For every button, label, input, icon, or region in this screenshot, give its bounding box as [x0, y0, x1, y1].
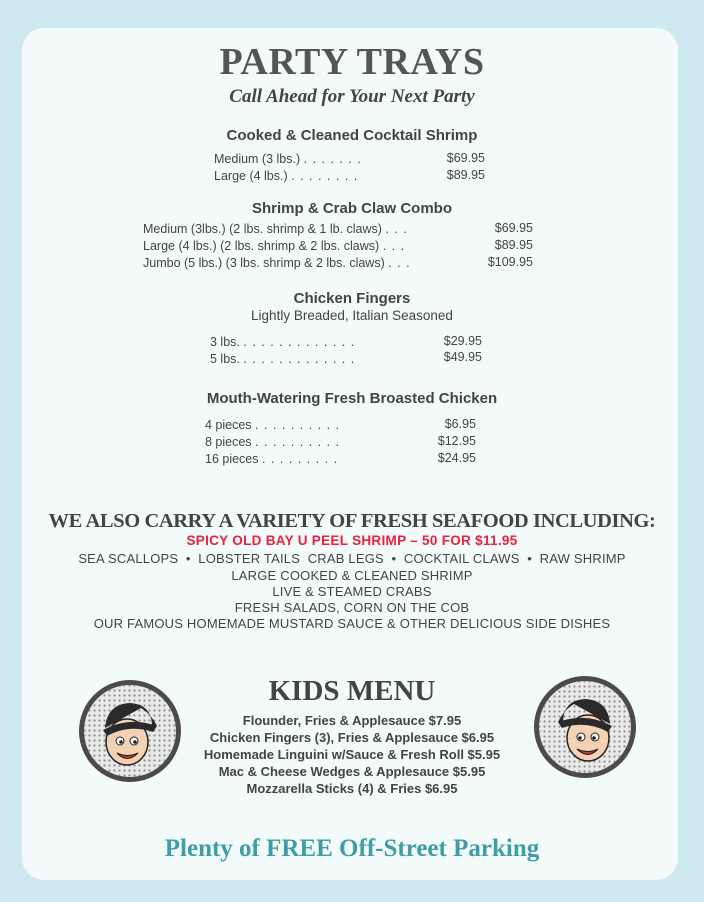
item-label: 8 pieces [205, 435, 252, 449]
item-label: Medium (3 lbs.) [214, 152, 301, 166]
item-label: Medium (3lbs.) (2 lbs. shrimp & 1 lb. claws) [143, 222, 382, 236]
section-heading-cocktail-shrimp: Cooked & Cleaned Cocktail Shrimp [226, 127, 478, 144]
item-price: $29.95 [443, 334, 482, 348]
seafood-heading: WE ALSO CARRY A VARIETY OF FRESH SEAFOOD INCLUDING: [48, 510, 656, 532]
menu-item-row [143, 256, 411, 270]
item-price: $49.95 [443, 350, 482, 364]
item-price: $89.95 [494, 238, 533, 252]
leader-dots: . . . . . . . [303, 152, 362, 166]
kids-item: Mozzarella Sticks (4) & Fries $6.95 [246, 781, 458, 796]
seafood-line: FRESH SALADS, CORN ON THE COB [234, 600, 470, 615]
leader-dots: . . . . . . . . . . [255, 418, 341, 432]
seafood-line: OUR FAMOUS HOMEMADE MUSTARD SAUCE & OTHER DELICIOUS SIDE DISHES [93, 616, 611, 631]
special-offer: SPICY OLD BAY U PEEL SHRIMP – 50 FOR $11.95 [186, 533, 518, 548]
kid-face-right-illustration [532, 674, 638, 780]
menu-item-row [214, 152, 362, 166]
menu-item-row [205, 418, 340, 432]
item-label: Large (4 lbs.) (2 lbs. shrimp & 2 lbs. claws) [143, 239, 380, 253]
item-price: $89.95 [446, 168, 485, 182]
section-heading-shrimp-crab-combo: Shrimp & Crab Claw Combo [251, 200, 453, 217]
leader-dots: . . . [382, 239, 406, 253]
item-label: 4 pieces [205, 418, 252, 432]
menu-item-row [143, 239, 405, 253]
item-price: $12.95 [437, 434, 476, 448]
item-price: $69.95 [494, 221, 533, 235]
item-label: Jumbo (5 lbs.) (3 lbs. shrimp & 2 lbs. claws) [143, 256, 385, 270]
leader-dots: . . . . . . . . . . . . . [243, 352, 356, 366]
menu-item-row [143, 222, 408, 236]
item-label: 5 lbs. [210, 352, 240, 366]
item-price: $109.95 [487, 255, 533, 269]
section-note: Lightly Breaded, Italian Seasoned [251, 308, 453, 323]
menu-item-row [214, 169, 358, 183]
kids-item: Homemade Linguini w/Sauce & Fresh Roll $5.95 [203, 747, 501, 762]
seafood-line: SEA SCALLOPS • LOBSTER TAILS CRAB LEGS • COCKTAIL CLAWS • RAW SHRIMP [78, 551, 626, 566]
kid-face-left-illustration [77, 678, 183, 784]
leader-dots: . . . . . . . . [291, 169, 359, 183]
parking-banner: Plenty of FREE Off-Street Parking [164, 835, 540, 862]
leader-dots: . . . . . . . . . . [255, 435, 341, 449]
leader-dots: . . . . . . . . . [262, 452, 339, 466]
menu-item-row [210, 352, 355, 366]
section-heading-chicken-fingers: Chicken Fingers [293, 290, 411, 307]
item-label: Large (4 lbs.) [214, 169, 288, 183]
kids-item: Flounder, Fries & Applesauce $7.95 [242, 713, 462, 728]
item-price: $6.95 [444, 417, 476, 431]
menu-item-row [205, 452, 338, 466]
leader-dots: . . . [388, 256, 411, 270]
seafood-line: LIVE & STEAMED CRABS [272, 584, 432, 599]
seafood-line: LARGE COOKED & CLEANED SHRIMP [231, 568, 473, 583]
item-label: 16 pieces [205, 452, 259, 466]
item-label: 3 lbs. [210, 335, 240, 349]
page-subtitle: Call Ahead for Your Next Party [229, 86, 475, 107]
kids-menu-title: KIDS MENU [268, 675, 436, 707]
kids-item: Chicken Fingers (3), Fries & Applesauce $6.95 [209, 730, 495, 745]
menu-item-row [210, 335, 355, 349]
page-title: PARTY TRAYS [219, 41, 485, 83]
leader-dots: . . . . . . . . . . . . . [243, 335, 356, 349]
kids-item: Mac & Cheese Wedges & Applesauce $5.95 [218, 764, 486, 779]
leader-dots: . . . [385, 222, 408, 236]
section-heading-broasted-chicken: Mouth-Watering Fresh Broasted Chicken [206, 390, 498, 407]
menu-item-row [205, 435, 340, 449]
item-price: $24.95 [437, 451, 476, 465]
item-price: $69.95 [446, 151, 485, 165]
